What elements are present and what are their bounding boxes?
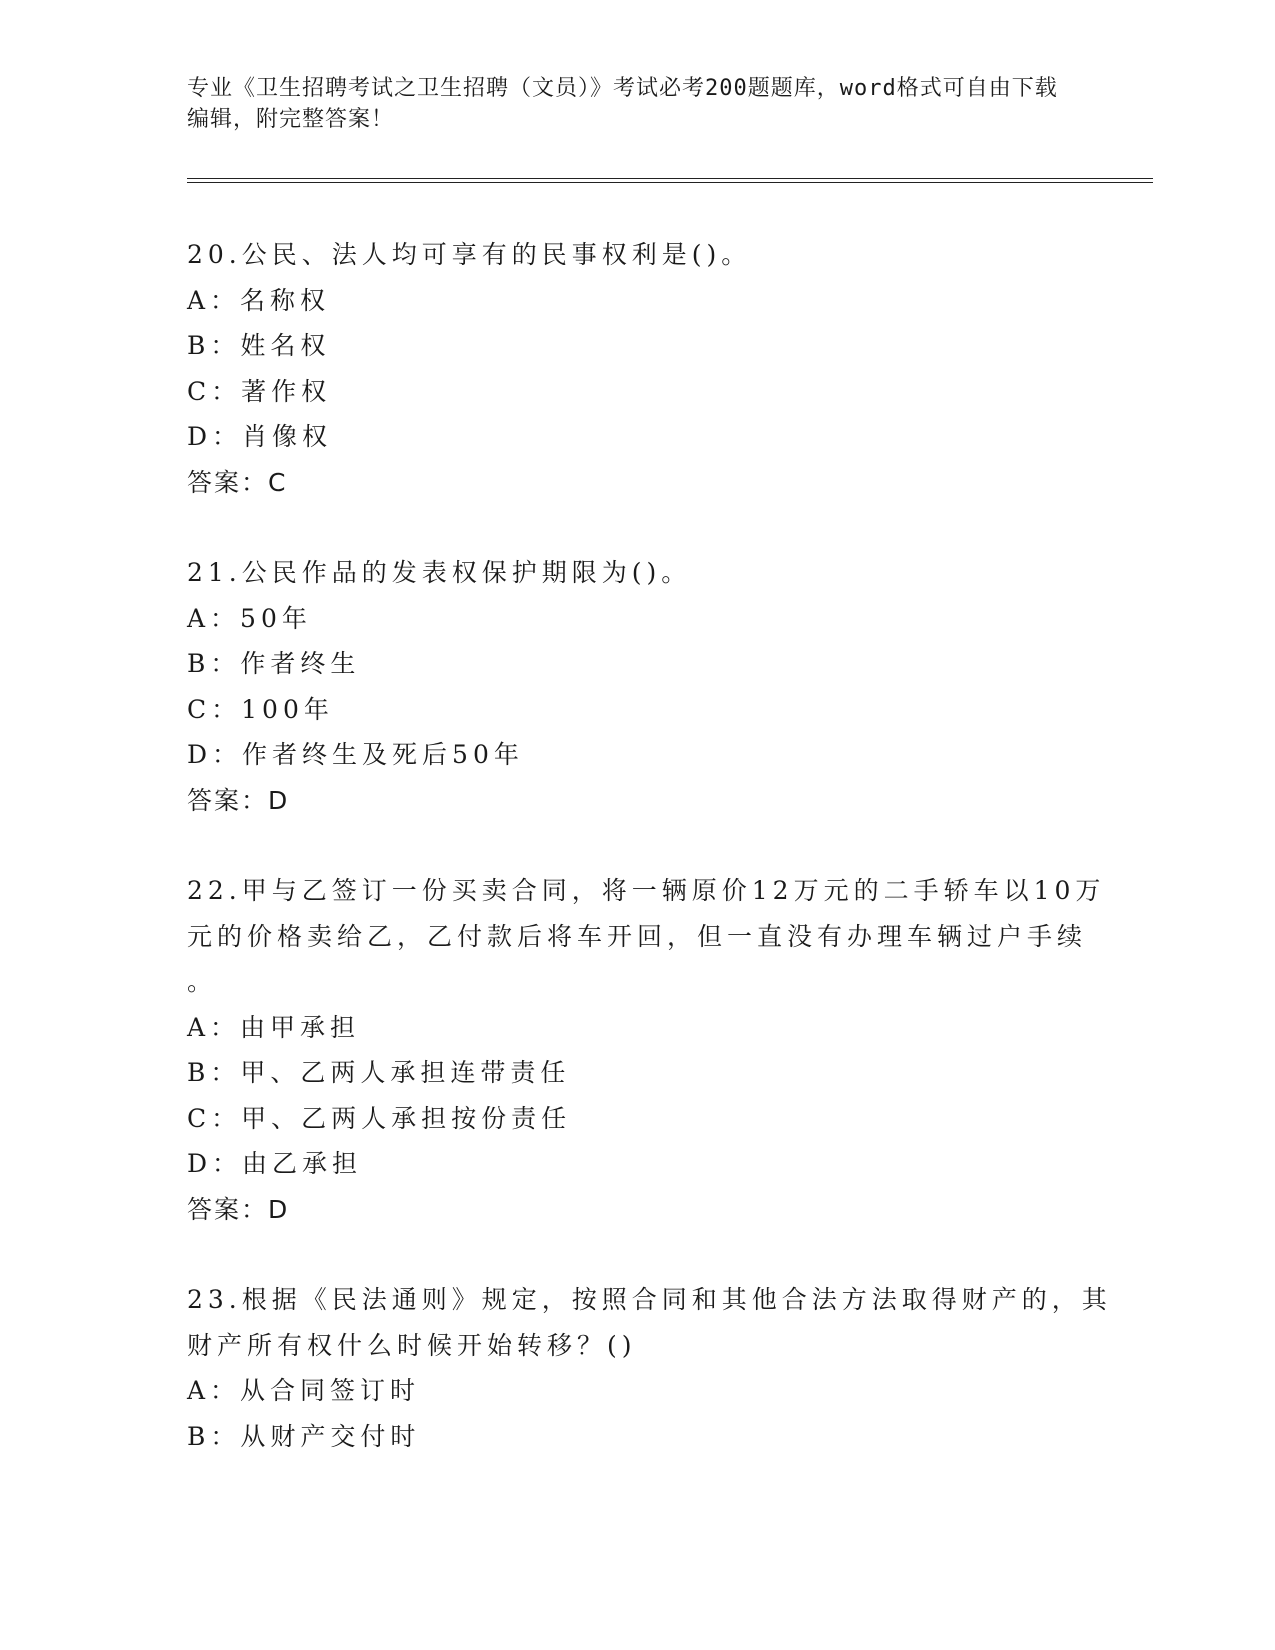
option-a: A：50年 (187, 603, 312, 633)
document-intro: 专业《卫生招聘考试之卫生招聘（文员）》考试必考200题题库，word格式可自由下载编辑，附完整答案！ (187, 76, 1058, 132)
option-c: C：著作权 (187, 376, 332, 406)
option-b: B：从财产交付时 (187, 1421, 421, 1451)
option-d: D：肖像权 (187, 422, 333, 451)
question-list (187, 232, 1112, 1459)
option-d: D：作者终生及死后50年 (187, 740, 524, 769)
option-a: A：从合同签订时 (187, 1376, 421, 1405)
answer-line: 答案：D (187, 785, 290, 815)
question-21 (187, 550, 1087, 823)
question-stem-line-3: 。 (187, 967, 218, 996)
question-stem: 20.公民、法人均可享有的民事权利是()。 (187, 240, 752, 269)
question-20 (187, 232, 1087, 505)
header-divider-top (187, 178, 1153, 179)
option-c: C：100年 (187, 694, 334, 724)
question-stem-line-1: 23.根据《民法通则》规定，按照合同和其他合法方法取得财产的，其 (187, 1285, 1112, 1314)
question-stem-line-1: 22.甲与乙签订一份买卖合同，将一辆原价12万元的二手轿车以10万 (187, 876, 1106, 905)
option-a: A：名称权 (187, 285, 331, 315)
answer-line: 答案：D (187, 1194, 290, 1224)
option-d: D：由乙承担 (187, 1149, 363, 1178)
question-22 (187, 868, 1106, 1232)
question-23 (187, 1277, 1112, 1459)
answer-line: 答案：C (187, 467, 288, 497)
option-b: B：作者终生 (187, 649, 361, 678)
header-divider-bottom (187, 182, 1153, 183)
option-b: B：甲、乙两人承担连带责任 (187, 1058, 571, 1087)
option-a: A：由甲承担 (187, 1012, 361, 1042)
option-c: C：甲、乙两人承担按份责任 (187, 1103, 572, 1133)
question-stem-line-2: 财产所有权什么时候开始转移？() (187, 1330, 637, 1360)
question-stem-line-2: 元的价格卖给乙，乙付款后将车开回，但一直没有办理车辆过户手续 (187, 921, 1088, 951)
option-b: B：姓名权 (187, 331, 331, 360)
question-stem: 21.公民作品的发表权保护期限为()。 (187, 558, 692, 587)
